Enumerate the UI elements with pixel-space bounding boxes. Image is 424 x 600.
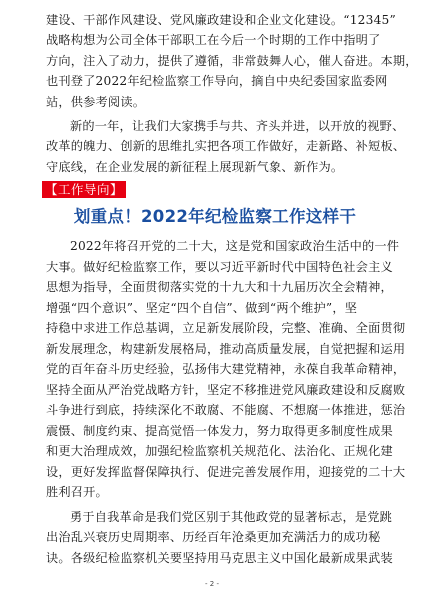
article-paragraph-2 (46, 507, 393, 569)
text-line: 勇于自我革命是我们党区别于其他政党的显著标志，是党跳 (70, 509, 393, 524)
text-line: 也刊登了2022年纪检监察工作导向，摘自中央纪委国家监委网 (46, 74, 388, 89)
text-line: 诀。各级纪检监察机关要坚持用马克思主义中国化最新成果武装 (46, 550, 393, 565)
text-line: 2022年将召开党的二十大，这是党和国家政治生活中的一件 (70, 239, 400, 254)
text-line: 方向，注入了动力，提供了遵循，非常鼓舞人心，催人奋进。本期， (46, 53, 418, 68)
intro-paragraph-2 (46, 116, 406, 177)
text-line: 新发展理念，构建新发展格局，推动高质量发展，自觉把握和运用 (46, 341, 406, 356)
text-line: 和更大治理成效，加强纪检监察机关规范化、法治化、正规化建 (46, 444, 393, 459)
text-line: 守底线，在企业发展的新征程上展现新气象、新作为。 (46, 159, 344, 174)
article-paragraph-1 (46, 236, 406, 503)
text-line: 战略构想为公司全体干部职工在今后一个时期的工作中指明了 (46, 33, 381, 48)
text-line: 震慑、制度约束、提高觉悟一体发力，努力取得更多制度性成果 (46, 423, 393, 438)
section-tag: 【工作导向】 (42, 181, 126, 198)
section-tag-row (46, 177, 384, 198)
text-line: 建设、干部作风建设、党风廉政建设和企业文化建设。“12345” (46, 13, 396, 27)
text-line: 增强“四个意识”、坚定“四个自信”、做到“两个维护”，坚 (46, 300, 358, 315)
text-line: 持稳中求进工作总基调，立足新发展阶段，完整、准确、全面贯彻 (46, 321, 406, 336)
page-number: - 2 - (205, 580, 219, 588)
text-line: 坚持全面从严治党战略方针，坚定不移推进党风廉政建设和反腐败 (46, 382, 406, 397)
text-line: 斗争进行到底，持续深化不敢腐、不能腐、不想腐一体推进，惩治 (46, 403, 406, 418)
text-line: 出治乱兴衰历史周期率、历经百年沧桑更加充满活力的成功秘 (46, 530, 381, 545)
text-line: 站，供参考阅读。 (46, 94, 146, 109)
text-line: 大事。做好纪检监察工作，要以习近平新时代中国特色社会主义 (46, 259, 393, 274)
text-line: 胜利召开。 (46, 485, 108, 500)
text-line: 设，更好发挥监督保障执行、促进完善发展作用，迎接党的二十大 (46, 464, 406, 479)
text-line: 思想为指导，全面贯彻落实党的十九大和十九届历次全会精神， (46, 280, 393, 295)
text-line: 改革的魄力、创新的思维扎实把各项工作做好，走新路、补短板、 (46, 139, 406, 154)
text-line: 党的百年奋斗历史经验，弘扬伟大建党精神，永葆自我革命精神， (46, 362, 406, 377)
text-line: 新的一年，让我们大家携手与共、齐头并进，以开放的视野、 (70, 119, 405, 134)
intro-paragraph-1 (46, 10, 418, 112)
article-title: 划重点！2022年纪检监察工作这样干 (73, 207, 357, 227)
